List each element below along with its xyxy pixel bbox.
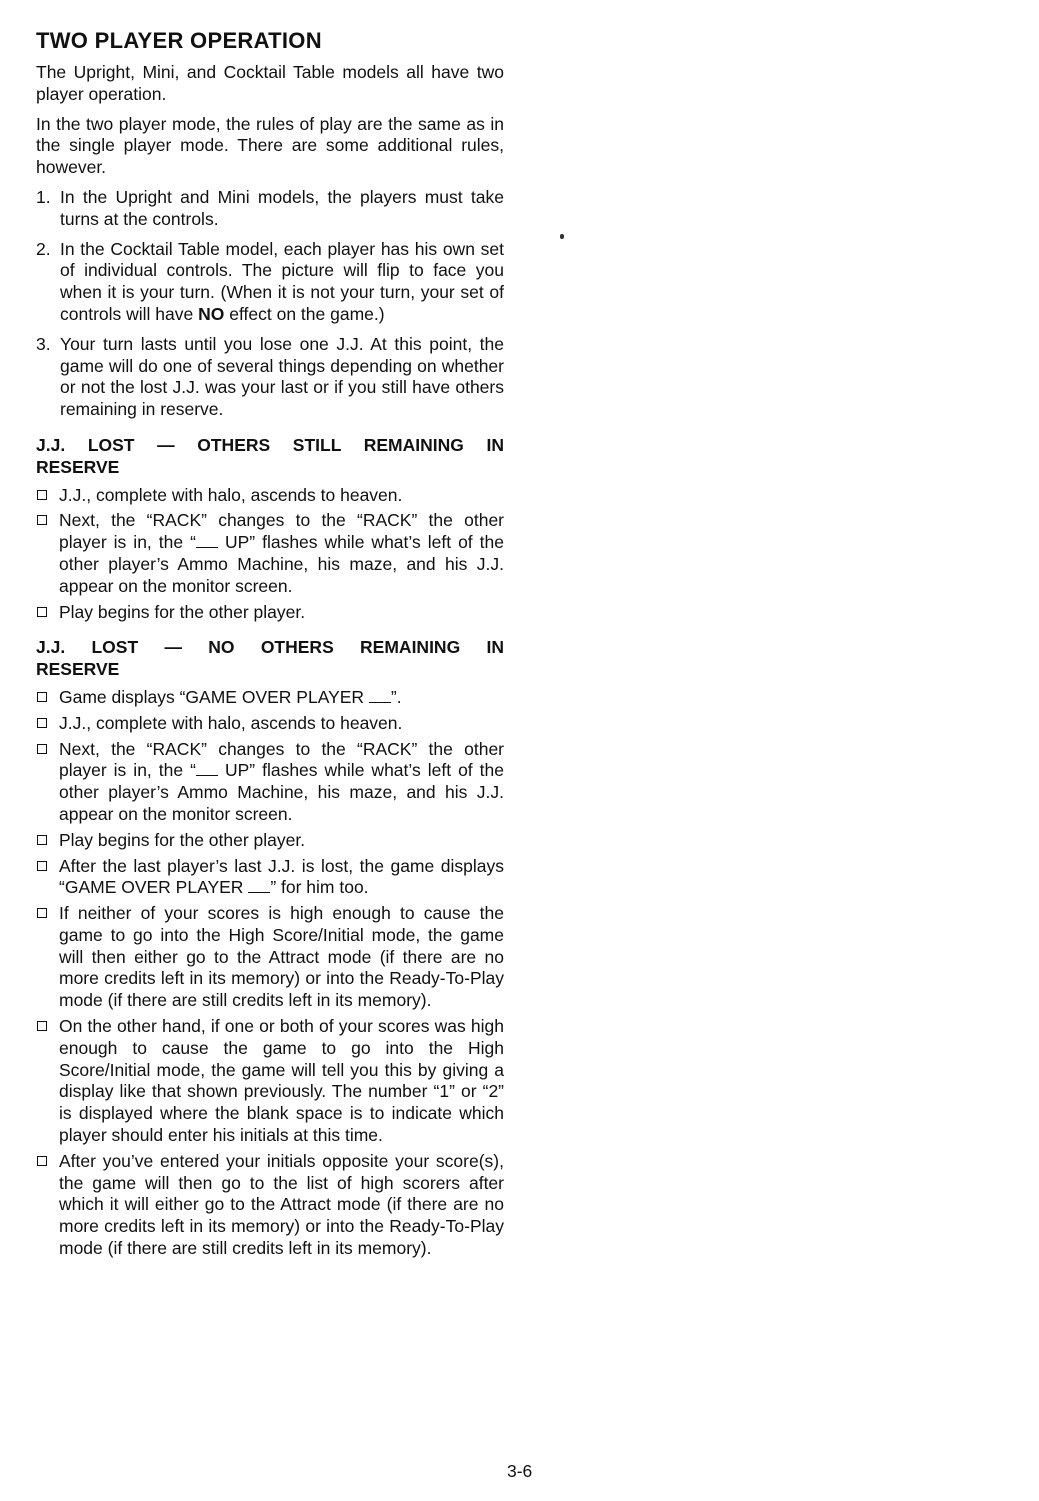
intro-paragraph: In the two player mode, the rules of play are the same as in the single player mode. There are some additional rules, however. bbox=[36, 113, 504, 178]
page-number: 3-6 bbox=[507, 1461, 533, 1481]
rule-number: 3. bbox=[36, 333, 51, 354]
blank-line bbox=[196, 765, 218, 776]
checkbox-square-icon bbox=[37, 692, 47, 702]
item-text: On the other hand, if one or both of your scores was high enough to cause the game to go into the High Score/Initial mode, the game will tell you this by giving a display like that shown previously. The number “1” or “2” is displayed where the blank space is to indicate which player should enter his initials at this time. bbox=[59, 1016, 504, 1146]
numbered-rule bbox=[36, 239, 504, 326]
intro-paragraph: The Upright, Mini, and Cocktail Table models all have two player operation. bbox=[36, 62, 504, 104]
manual-page bbox=[36, 28, 504, 1264]
checkbox-square-icon bbox=[37, 490, 47, 500]
item-text: Game displays “GAME OVER PLAYER bbox=[59, 686, 369, 707]
checkbox-square-icon bbox=[37, 861, 47, 871]
item-text: Next, the “RACK” changes to the “RACK” the other player is in, the “ bbox=[59, 738, 504, 781]
list-item bbox=[36, 602, 504, 624]
rule-number: 1. bbox=[36, 186, 51, 207]
numbered-rules-list bbox=[36, 187, 504, 421]
page-title: TWO PLAYER OPERATION bbox=[36, 28, 322, 53]
item-text: Play begins for the other player. bbox=[59, 829, 306, 850]
list-item bbox=[36, 856, 504, 900]
numbered-rule bbox=[36, 334, 504, 421]
list-item bbox=[36, 1151, 504, 1260]
checkbox-square-icon bbox=[37, 908, 47, 918]
rule-text: In the Cocktail Table model, each player has his own set of individual controls. The picture will flip to face you when it is your turn. (When it is not your turn, your set of controls will have bbox=[60, 238, 504, 324]
checkbox-list bbox=[36, 687, 504, 1260]
checkbox-square-icon bbox=[37, 515, 47, 525]
item-text: J.J., complete with halo, ascends to heaven. bbox=[59, 712, 403, 733]
list-item bbox=[36, 903, 504, 1012]
rule-text: effect on the game.) bbox=[224, 303, 385, 324]
item-text: J.J., complete with halo, ascends to heaven. bbox=[59, 484, 403, 505]
print-speck bbox=[560, 234, 564, 239]
rule-text: Your turn lasts until you lose one J.J. At this point, the game will do one of several things depending on whether or not the lost J.J. was your last or if you still have others remaining in reserve. bbox=[60, 333, 504, 420]
section-heading-others-remaining: J.J. LOST — OTHERS STILL REMAINING IN RESERVE bbox=[36, 434, 504, 477]
item-text: If neither of your scores is high enough to cause the game to go into the High Score/Initial mode, the game will then either go to the Attract mode (if there are no more credits left in its memory) or into the Ready-To-Play mode (if there are still credits left in its memory). bbox=[59, 903, 504, 1011]
list-item bbox=[36, 510, 504, 597]
checkbox-square-icon bbox=[37, 1021, 47, 1031]
checkbox-square-icon bbox=[37, 1156, 47, 1166]
item-text: After you’ve entered your initials opposite your score(s), the game will then go to the list of high scorers after which it will either go to the Attract mode (if there are no more credits left in its memory) or into the Ready-To-Play mode (if there are still credits left in its memory). bbox=[59, 1150, 504, 1259]
list-item bbox=[36, 739, 504, 826]
numbered-rule bbox=[36, 187, 504, 231]
checkbox-list bbox=[36, 485, 504, 624]
list-item bbox=[36, 687, 504, 709]
item-text: ”. bbox=[390, 686, 402, 707]
checkbox-square-icon bbox=[37, 607, 47, 617]
rule-number: 2. bbox=[36, 238, 51, 259]
checkbox-square-icon bbox=[37, 744, 47, 754]
list-item bbox=[36, 713, 504, 735]
checkbox-square-icon bbox=[37, 718, 47, 728]
list-item bbox=[36, 485, 504, 507]
item-text: After the last player’s last J.J. is lost, the game displays “GAME OVER PLAYER bbox=[59, 855, 504, 898]
item-text: Next, the “RACK” changes to the “RACK” the other player is in, the “ bbox=[59, 510, 504, 553]
item-text: UP” flashes while what’s left of the other player’s Ammo Machine, his maze, and his J.J. appear on the monitor screen. bbox=[59, 532, 504, 596]
list-item bbox=[36, 830, 504, 852]
section-heading-no-others-remaining: J.J. LOST — NO OTHERS REMAINING IN RESERVE bbox=[36, 637, 504, 680]
rule-text: In the Upright and Mini models, the players must take turns at the controls. bbox=[60, 186, 504, 229]
rule-emphasis: NO bbox=[198, 303, 225, 324]
item-text: Play begins for the other player. bbox=[59, 601, 306, 622]
list-item bbox=[36, 1016, 504, 1147]
blank-line bbox=[248, 882, 270, 893]
checkbox-square-icon bbox=[37, 835, 47, 845]
blank-line bbox=[196, 537, 218, 548]
item-text: UP” flashes while what’s left of the other player’s Ammo Machine, his maze, and his J.J. appear on the monitor screen. bbox=[59, 760, 504, 824]
blank-line bbox=[369, 692, 391, 703]
item-text: ” for him too. bbox=[270, 877, 369, 898]
